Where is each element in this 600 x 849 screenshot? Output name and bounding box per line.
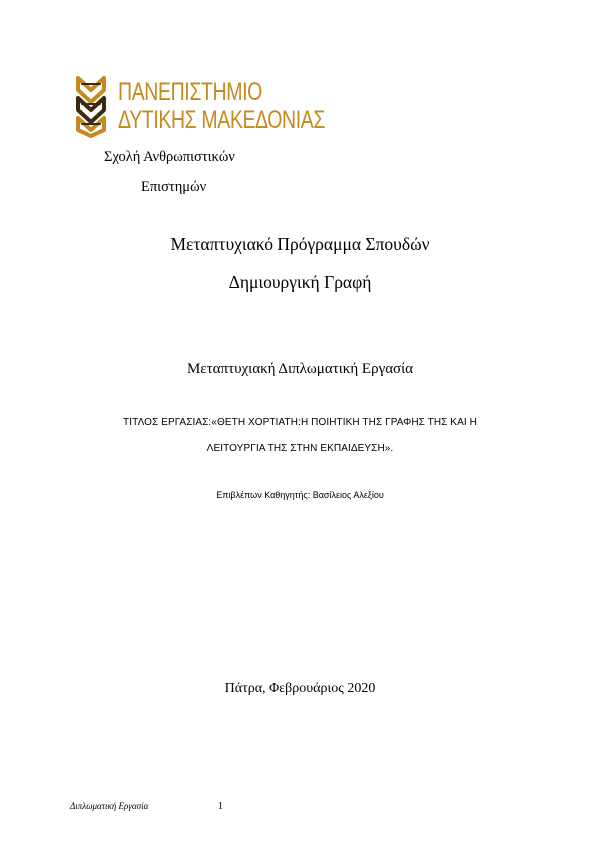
thesis-type: Μεταπτυχιακή Διπλωματική Εργασία bbox=[186, 361, 414, 377]
place-date: Πάτρα, Φεβρουάριος 2020 bbox=[224, 681, 376, 696]
page-number: 1 bbox=[218, 801, 223, 812]
supervisor: Επιβλέπων Καθηγητής: Βασίλειος Αλεξίου bbox=[216, 490, 384, 500]
school-name-line2: Επιστημών bbox=[141, 179, 207, 195]
footer-label: Διπλωματική Εργασία bbox=[70, 801, 149, 811]
program-name: Μεταπτυχιακό Πρόγραμμα Σπουδών bbox=[170, 234, 430, 254]
university-emblem-icon bbox=[72, 74, 110, 138]
subject-name: Δημιουργική Γραφή bbox=[228, 272, 372, 292]
university-name-line2: ΔΥΤΙΚΗΣ ΜΑΚΕΔΟΝΙΑΣ bbox=[118, 106, 326, 134]
thesis-title-line1: ΤΙΤΛΟΣ ΕΡΓΑΣΙΑΣ:«ΘΕΤΗ ΧΟΡΤΙΑΤΗ:Η ΠΟΙΗΤΙΚΗ ΤΗΣ ΓΡΑΦΗΣ ΤΗΣ ΚΑΙ Η bbox=[123, 417, 477, 428]
university-name-line1: ΠΑΝΕΠΙΣΤΗΜΙΟ bbox=[118, 78, 262, 106]
thesis-title-line2: ΛΕΙΤΟΥΡΓΙΑ ΤΗΣ ΣΤΗΝ ΕΚΠΑΙΔΕΥΣΗ». bbox=[206, 443, 394, 454]
school-name-line1: Σχολή Ανθρωπιστικών bbox=[104, 149, 235, 165]
